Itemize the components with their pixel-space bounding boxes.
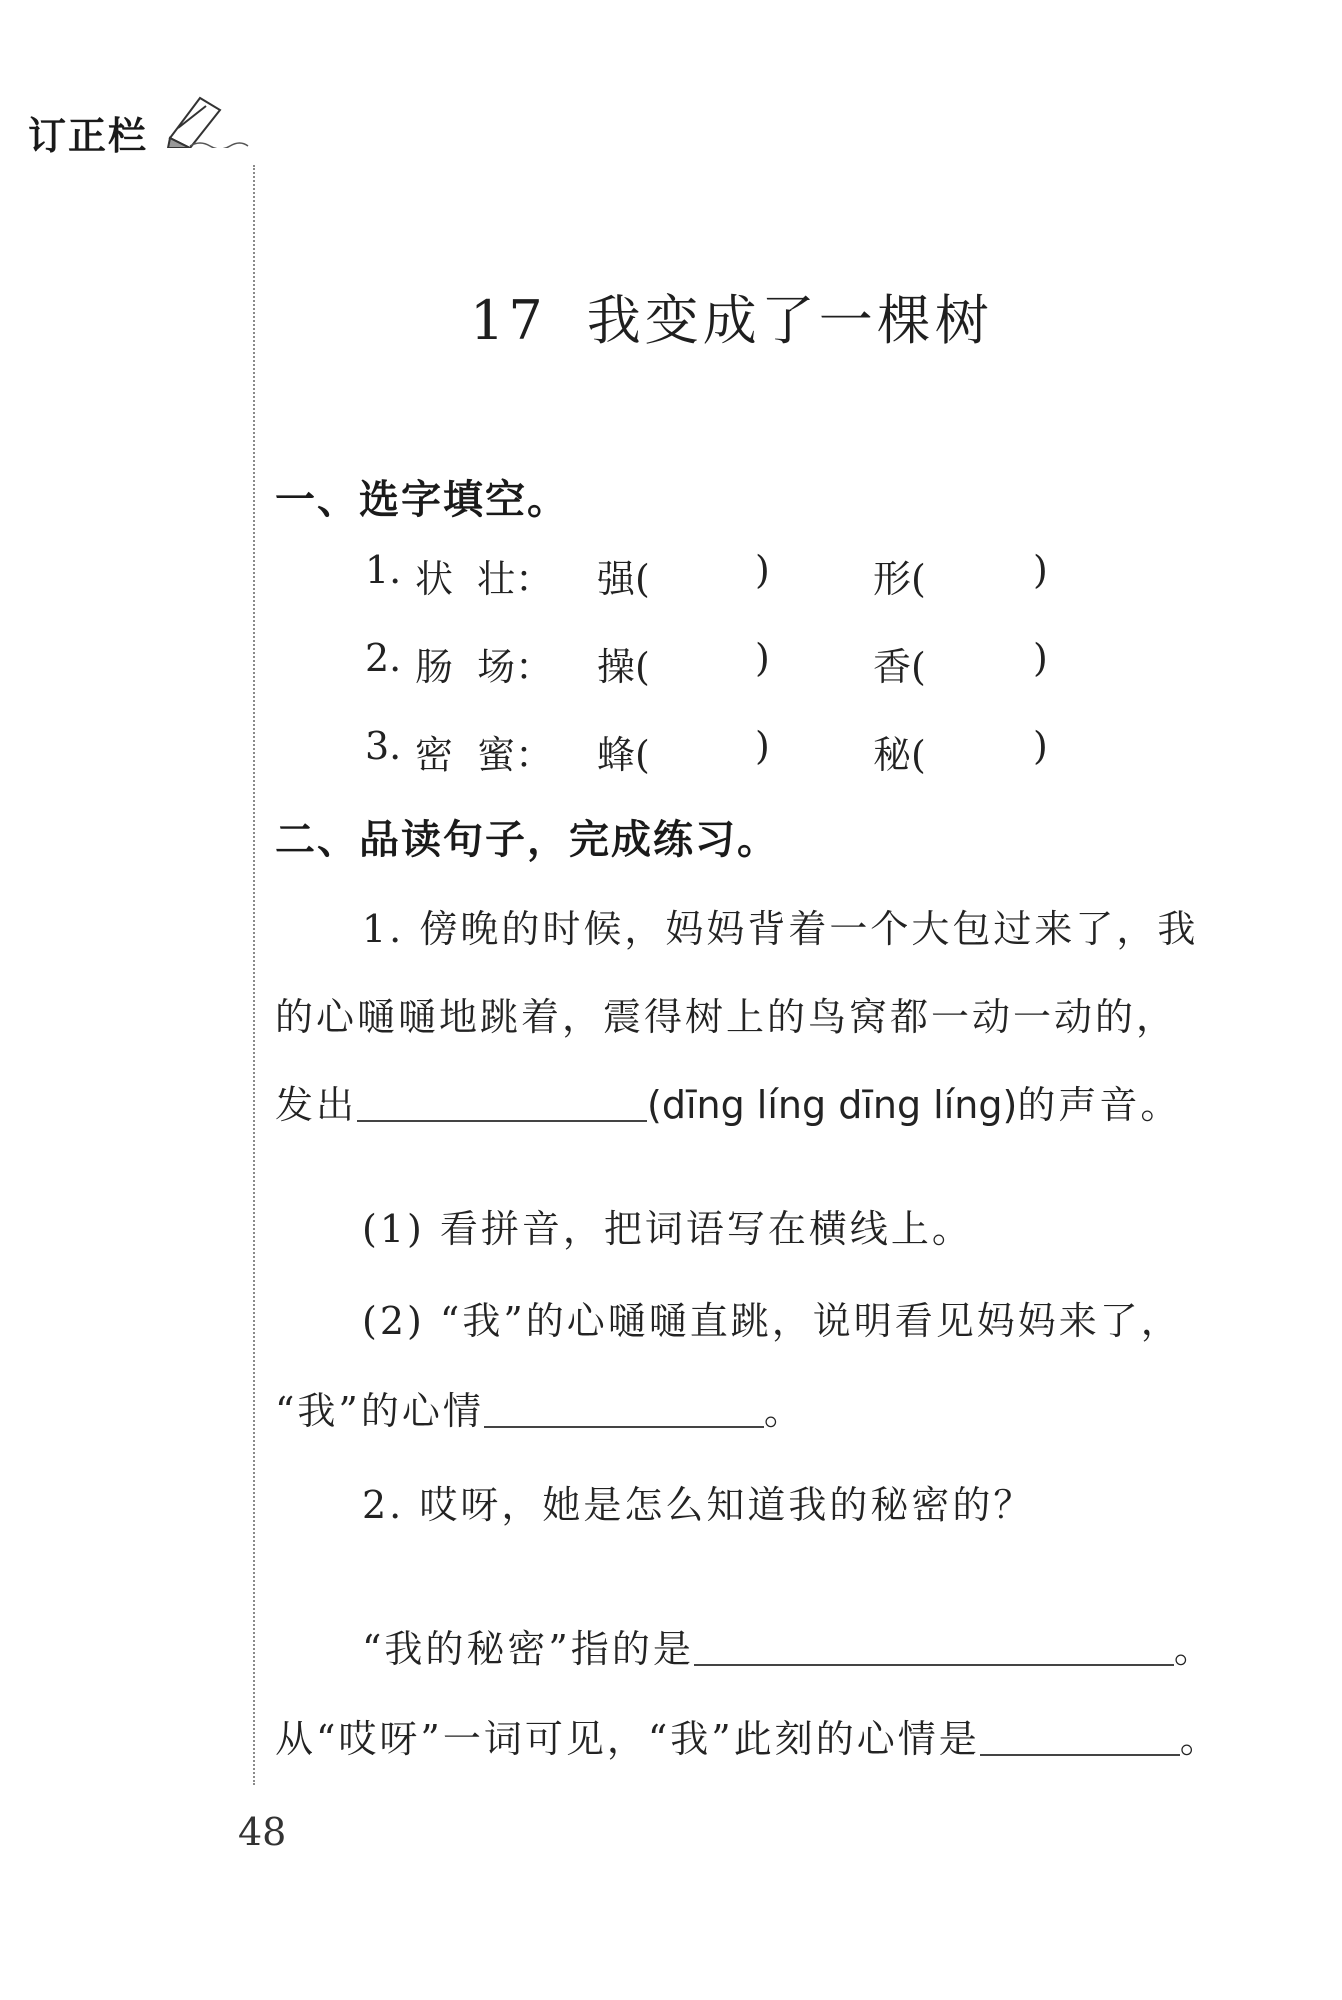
question-2-line-3: [275, 1708, 1221, 1763]
question-1-line-3-suffix: 的声音。: [1017, 1083, 1182, 1127]
question-1-sub-2-line-1: (2) “我”的心嗵嗵直跳，说明看见妈妈来了，: [362, 1299, 1182, 1343]
choice-second-close: ): [1033, 548, 1048, 592]
lesson-title: [470, 278, 993, 355]
choice-characters: 状 壮：: [415, 557, 554, 601]
question-1-line-2: 的心嗵嗵地跳着，震得树上的鸟窝都一动一动的，: [275, 995, 1178, 1039]
question-2-line-3-suffix: 。: [1179, 1717, 1221, 1761]
choice-second-word: 秘(: [873, 733, 926, 777]
question-1-sub-2-prefix: “我”的心情: [275, 1389, 484, 1433]
choice-second-close: ): [1033, 724, 1048, 768]
question-1-sub-2-line-2: [275, 1380, 805, 1435]
choice-second-word: 形(: [873, 557, 926, 601]
choice-index: 2.: [365, 636, 402, 680]
correction-column-label: 订正栏: [28, 114, 149, 158]
question-1-line-3: [275, 1074, 1181, 1129]
pencil-icon: [160, 88, 250, 148]
question-2-line-3-prefix: 从“哎呀”一词可见，“我”此刻的心情是: [275, 1717, 980, 1761]
answer-blank[interactable]: [484, 1426, 764, 1428]
lesson-number: 17: [470, 289, 547, 352]
page-number: 48: [238, 1810, 287, 1854]
choice-characters: 肠 场：: [415, 645, 554, 689]
correction-column-divider: [253, 165, 255, 1785]
question-2-line-2-suffix: 。: [1173, 1627, 1215, 1671]
question-1-line-3-prefix: 发出: [275, 1083, 358, 1127]
section-2-heading: 二、品读句子，完成练习。: [275, 817, 779, 863]
pinyin-hint: (dīng líng dīng líng): [647, 1083, 1018, 1127]
choice-second-word: 香(: [873, 645, 926, 689]
choice-second-close: ): [1033, 636, 1048, 680]
choice-index: 3.: [365, 724, 402, 768]
question-2-line-2: [362, 1618, 1215, 1673]
question-2-line-1: 2. 哎呀，她是怎么知道我的秘密的？: [362, 1483, 1035, 1527]
choice-first-close: ): [755, 724, 770, 768]
section-1-heading: 一、选字填空。: [275, 477, 569, 523]
choice-first-close: ): [755, 548, 770, 592]
choice-characters: 密 蜜：: [415, 733, 554, 777]
question-1-line-1: 1. 傍晚的时候，妈妈背着一个大包过来了，我: [362, 907, 1199, 951]
answer-blank[interactable]: [980, 1754, 1180, 1756]
question-2-line-2-prefix: “我的秘密”指的是: [362, 1627, 694, 1671]
question-1-sub-1: (1) 看拼音，把词语写在横线上。: [362, 1207, 973, 1251]
choice-first-close: ): [755, 636, 770, 680]
answer-blank[interactable]: [694, 1664, 1174, 1666]
answer-blank[interactable]: [357, 1120, 647, 1122]
choice-index: 1.: [365, 548, 402, 592]
lesson-title-text: 我变成了一棵树: [586, 289, 993, 352]
choice-first-word: 操(: [597, 645, 650, 689]
choice-first-word: 蜂(: [597, 733, 650, 777]
question-1-sub-2-suffix: 。: [763, 1389, 805, 1433]
choice-first-word: 强(: [597, 557, 650, 601]
